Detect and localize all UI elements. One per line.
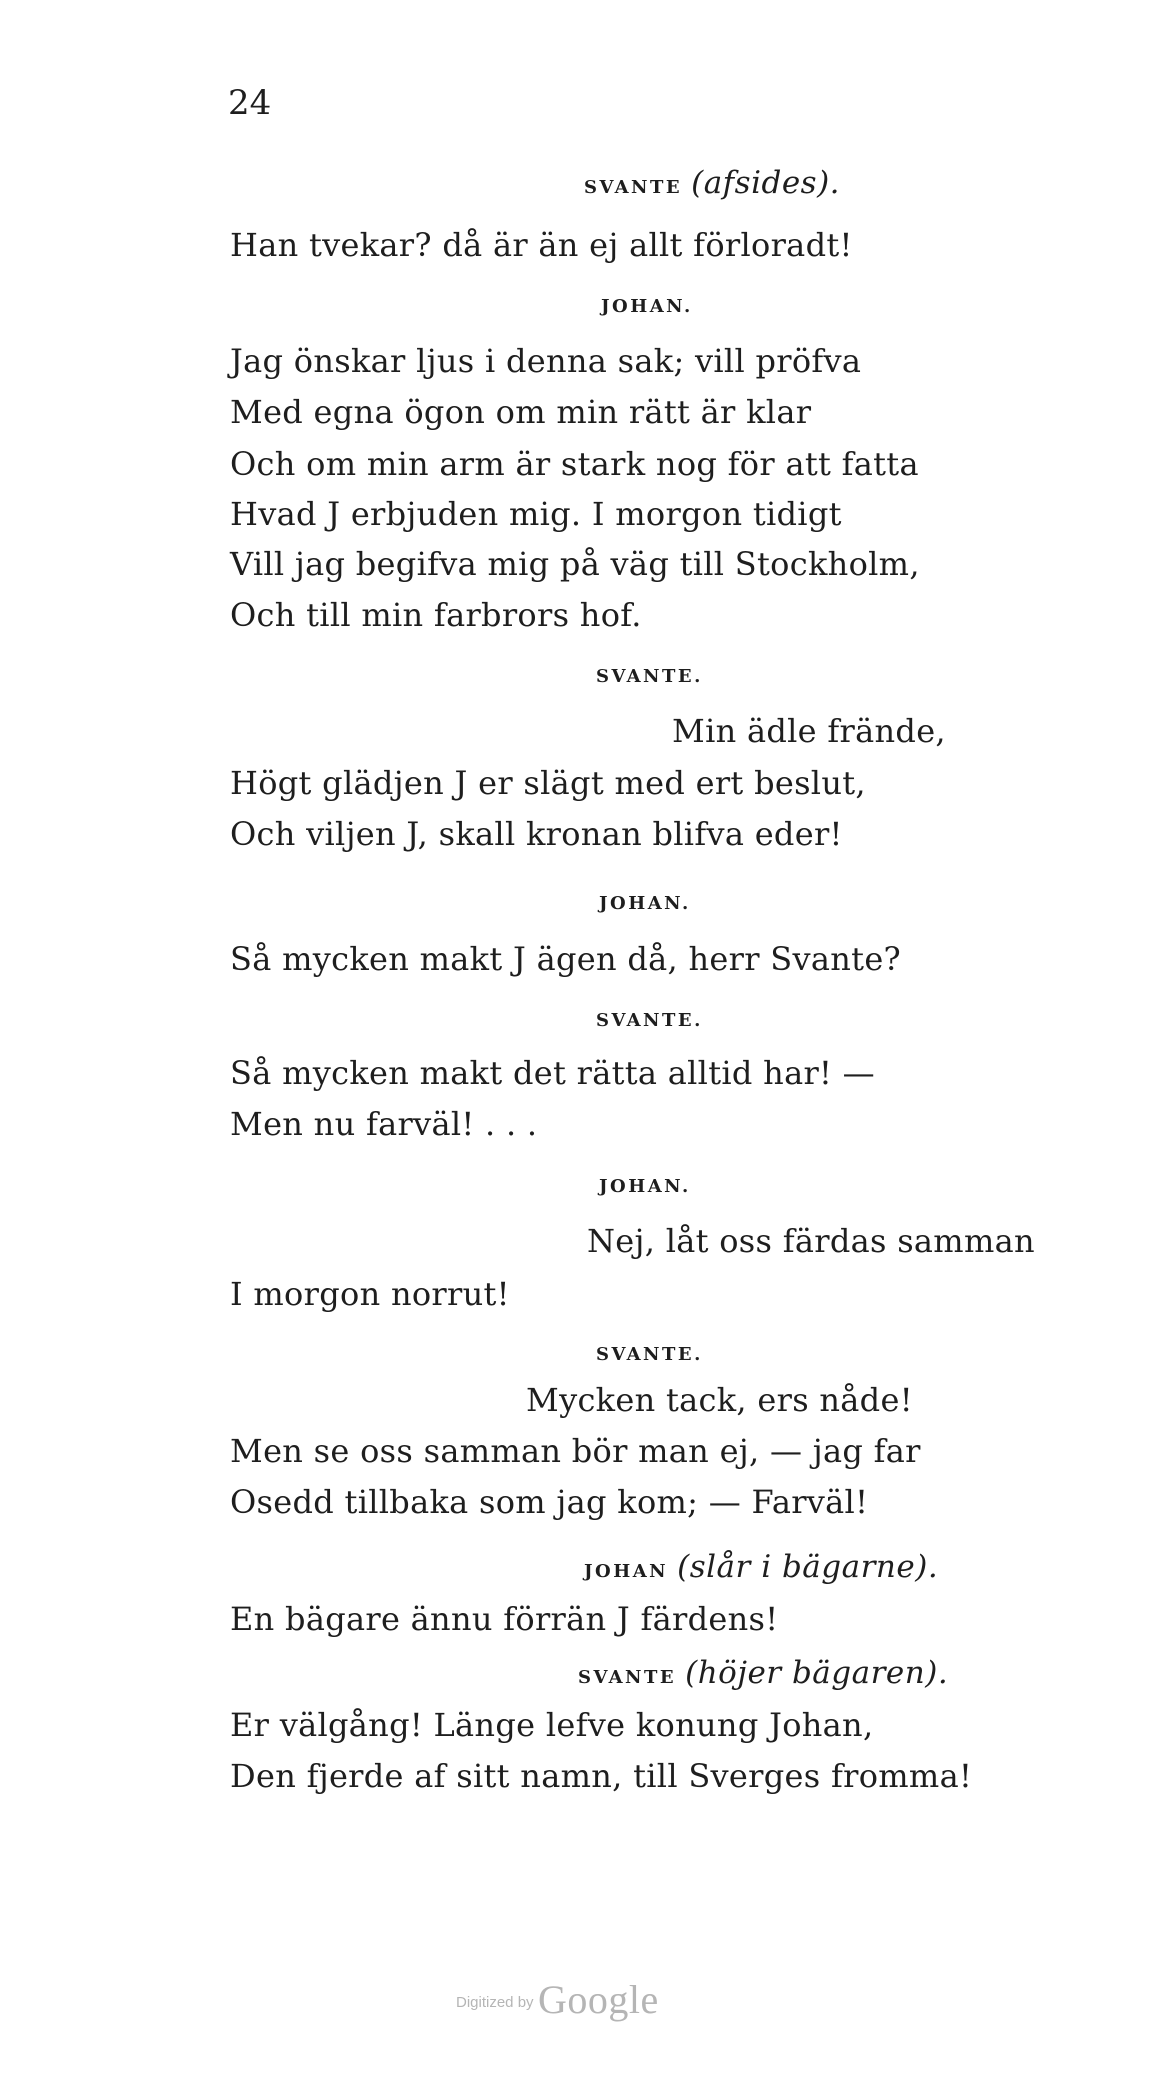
verse-line: Mycken tack, ers nåde! xyxy=(526,1381,913,1419)
stage-direction: (höjer bägaren). xyxy=(685,1655,949,1691)
speaker-heading: SVANTE. xyxy=(596,666,703,687)
watermark-prefix: Digitized by xyxy=(456,1994,534,2011)
verse-line: Den fjerde af sitt namn, till Sverges fromma! xyxy=(230,1757,973,1795)
verse-line: Högt glädjen J er slägt med ert beslut, xyxy=(230,764,866,802)
verse-line: Men se oss samman bör man ej, — jag far xyxy=(230,1432,921,1470)
digitized-by-watermark xyxy=(456,1976,659,2023)
speaker-heading: JOHAN. xyxy=(599,893,691,914)
verse-line: En bägare ännu förrän J färdens! xyxy=(230,1600,779,1638)
watermark-brand: Google xyxy=(538,1977,659,2022)
stage-direction: (afsides). xyxy=(691,165,841,201)
verse-line: Min ädle frände, xyxy=(672,712,946,750)
speaker-heading: SVANTE. xyxy=(596,1010,703,1031)
speaker-name: SVANTE xyxy=(578,1667,677,1688)
verse-line: Med egna ögon om min rätt är klar xyxy=(230,393,812,431)
verse-line: I morgon norrut! xyxy=(230,1275,510,1313)
verse-line: Och om min arm är stark nog för att fatta xyxy=(230,445,919,483)
speaker-heading xyxy=(584,1549,939,1585)
speaker-heading xyxy=(578,1655,949,1691)
verse-line: Nej, låt oss färdas samman xyxy=(587,1222,1035,1260)
verse-line: Men nu farväl! . . . xyxy=(230,1105,538,1143)
speaker-name: JOHAN xyxy=(584,1561,669,1582)
verse-line: Och viljen J, skall kronan blifva eder! xyxy=(230,815,843,853)
speaker-heading: SVANTE. xyxy=(596,1344,703,1365)
verse-line: Så mycken makt det rätta alltid har! — xyxy=(230,1054,875,1092)
speaker-heading: JOHAN. xyxy=(599,1176,691,1197)
speaker-heading: JOHAN. xyxy=(601,296,693,317)
verse-line: Jag önskar ljus i denna sak; vill pröfva xyxy=(230,342,862,380)
verse-line: Osedd tillbaka som jag kom; — Farväl! xyxy=(230,1483,869,1521)
stage-direction: (slår i bägarne). xyxy=(677,1549,939,1585)
verse-line: Hvad J erbjuden mig. I morgon tidigt xyxy=(230,495,842,533)
speaker-heading xyxy=(584,165,841,201)
verse-line: Han tvekar? då är än ej allt förloradt! xyxy=(230,226,853,264)
verse-line: Så mycken makt J ägen då, herr Svante? xyxy=(230,940,902,978)
verse-line: Vill jag begifva mig på väg till Stockholm, xyxy=(230,545,920,583)
speaker-name: SVANTE xyxy=(584,177,683,198)
verse-line: Och till min farbrors hof. xyxy=(230,596,642,634)
verse-line: Er välgång! Länge lefve konung Johan, xyxy=(230,1706,874,1744)
page-number: 24 xyxy=(228,83,272,123)
